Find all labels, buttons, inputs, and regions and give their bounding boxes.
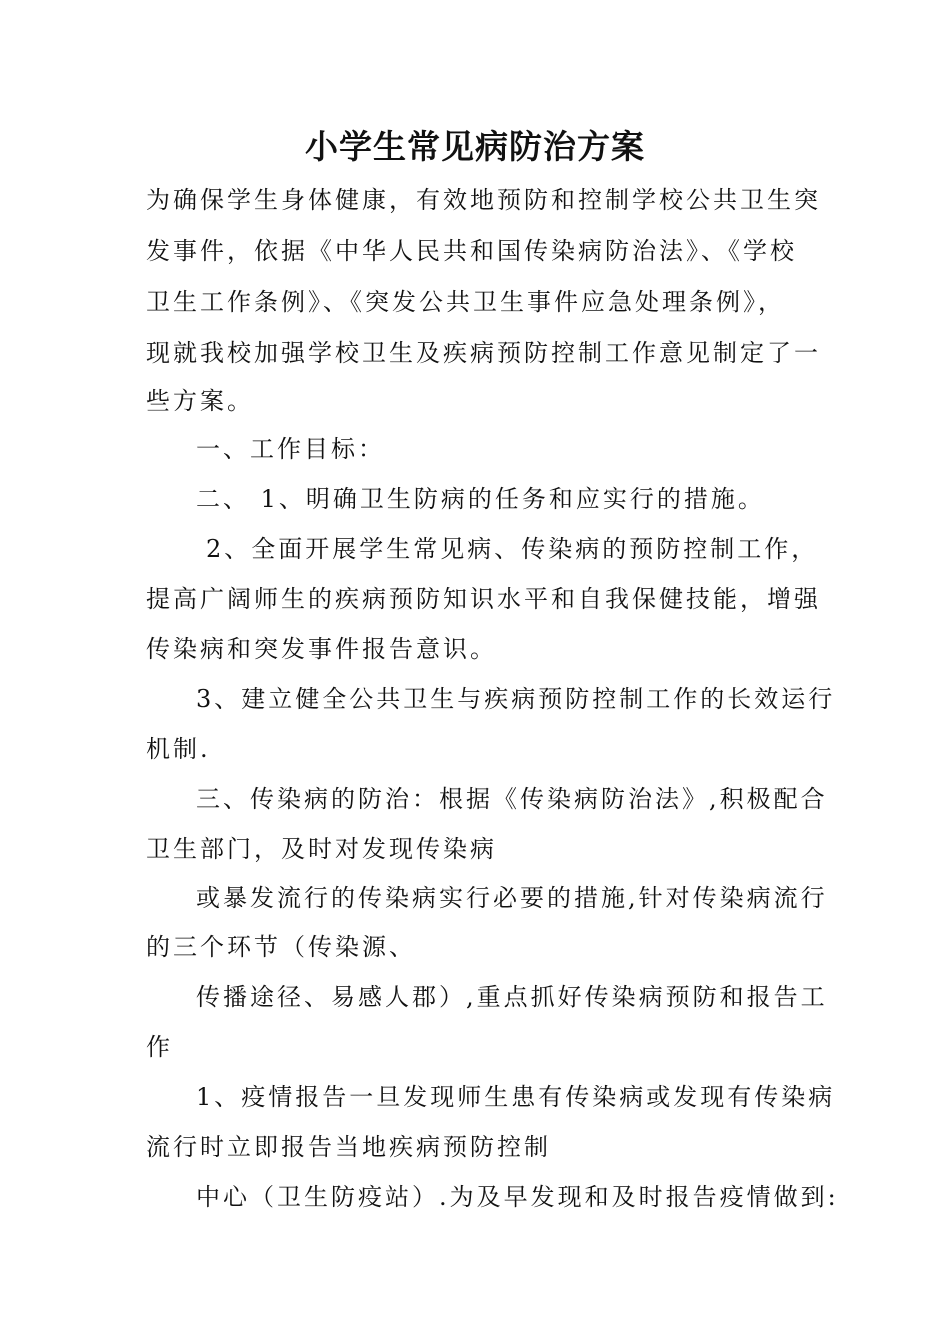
body-line: 些方案。 (146, 387, 254, 415)
section-heading: 一、工作目标： (196, 435, 385, 463)
body-line: 现就我校加强学校卫生及疾病预防控制工作意见制定了一 (146, 339, 821, 367)
body-line: 为确保学生身体健康，有效地预防和控制学校公共卫生突 (146, 186, 821, 214)
body-line: 发事件，依据《中华人民共和国传染病防治法》、《学校 (146, 237, 797, 265)
body-line: 2、全面开展学生常见病、传染病的预防控制工作， (206, 535, 819, 563)
body-line: 作 (146, 1033, 173, 1061)
body-line: 中心（卫生防疫站）.为及早发现和及时报告疫情做到: (196, 1183, 839, 1211)
body-line: 1、疫情报告一旦发现师生患有传染病或发现有传染病 (196, 1083, 836, 1111)
body-line: 传播途径、易感人郡）,重点抓好传染病预防和报告工 (196, 983, 828, 1011)
section-heading: 三、传染病的防治：根据《传染病防治法》,积极配合 (196, 785, 828, 813)
body-line: 流行时立即报告当地疾病预防控制 (146, 1133, 551, 1161)
body-line: 二、 1、明确卫生防病的任务和应实行的措施。 (196, 485, 765, 513)
body-line: 卫生工作条例》、《突发公共卫生事件应急处理条例》， (146, 288, 785, 316)
body-line: 或暴发流行的传染病实行必要的措施,针对传染病流行 (196, 884, 828, 912)
body-line: 提高广阔师生的疾病预防知识水平和自我保健技能，增强 (146, 585, 821, 613)
body-line: 3、建立健全公共卫生与疾病预防控制工作的长效运行 (196, 685, 836, 713)
body-line: 传染病和突发事件报告意识。 (146, 635, 497, 663)
body-line: 的三个环节（传染源、 (146, 933, 416, 961)
document-title: 小学生常见病防治方案 (305, 127, 645, 166)
body-line: 卫生部门，及时对发现传染病 (146, 835, 497, 863)
body-line: 机制. (146, 735, 211, 763)
